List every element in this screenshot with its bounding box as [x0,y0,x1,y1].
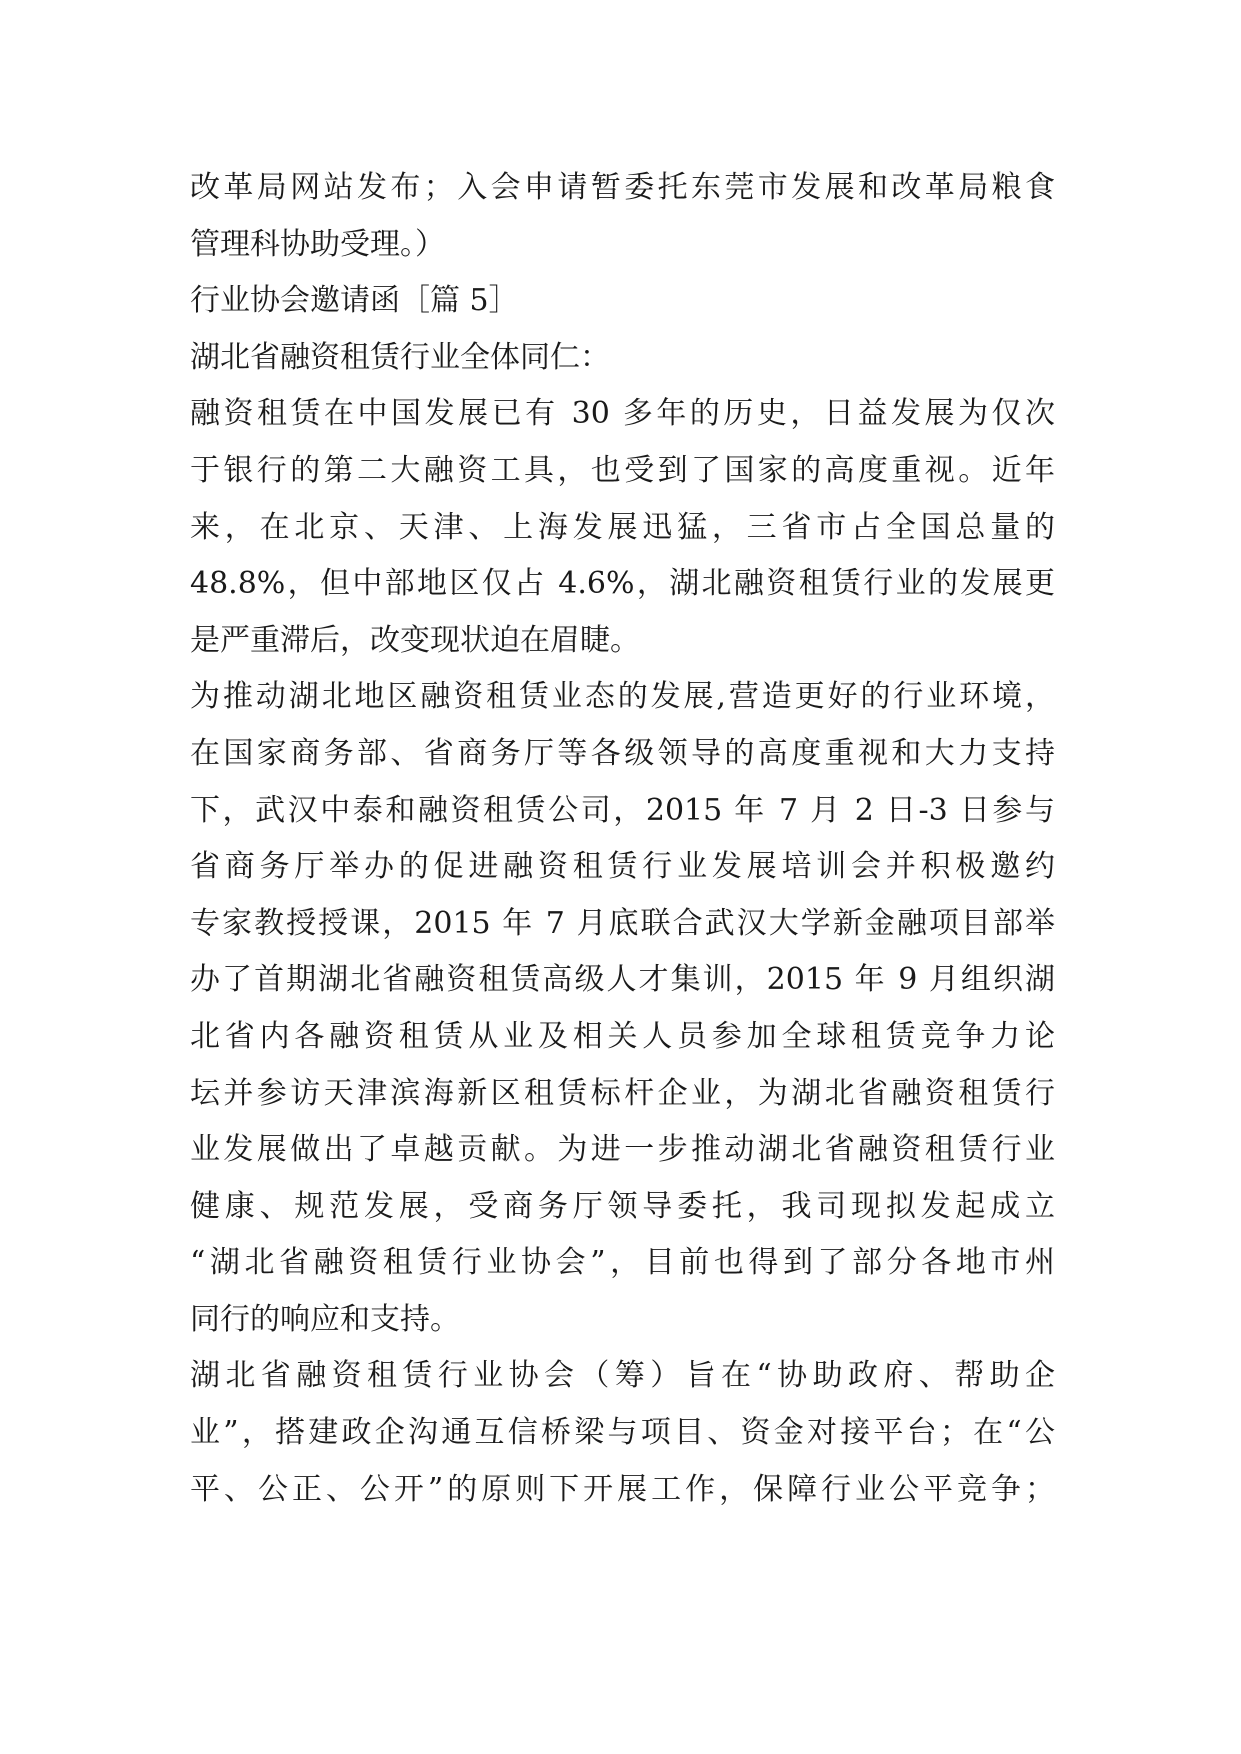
text-line: 平、公正、公开”的原则下开展工作，保障行业公平竞争； [190,1471,1055,1507]
text-line: “湖北省融资租赁行业协会”，目前也得到了部分各地市州 [190,1245,1055,1281]
text-line: 省商务厅举办的促进融资租赁行业发展培训会并积极邀约 [190,849,1055,885]
text-line: 健康、规范发展，受商务厅领导委托，我司现拟发起成立 [190,1188,1055,1224]
salutation: 湖北省融资租赁行业全体同仁： [190,339,610,375]
text-line: 业”，搭建政企沟通互信桥梁与项目、资金对接平台；在“公 [190,1415,1055,1451]
document-body [190,160,1055,1518]
text-line: 为推动湖北地区融资租赁业态的发展,营造更好的行业环境， [190,679,1055,715]
text-line: 下，武汉中泰和融资租赁公司，2015 年 7 月 2 日-3 日参与 [190,792,1055,828]
text-line: 坛并参访天津滨海新区租赁标杆企业，为湖北省融资租赁行 [190,1075,1055,1111]
text-line: 48.8%，但中部地区仅占 4.6%，湖北融资租赁行业的发展更 [190,566,1055,602]
text-line: 同行的响应和支持。 [190,1301,460,1337]
section-heading: 行业协会邀请函［篇 5］ [190,283,519,319]
text-line: 改革局网站发布；入会申请暂委托东莞市发展和改革局粮食 [190,170,1055,205]
text-line: 办了首期湖北省融资租赁高级人才集训，2015 年 9 月组织湖 [190,962,1055,998]
text-line: 是严重滞后，改变现状迫在眉睫。 [190,622,640,658]
text-line: 来，在北京、天津、上海发展迅猛，三省市占全国总量的 [190,509,1055,545]
text-line: 湖北省融资租赁行业协会（筹）旨在“协助政府、帮助企 [190,1358,1055,1394]
text-line: 管理科协助受理。） [190,226,445,262]
text-line: 北省内各融资租赁从业及相关人员参加全球租赁竞争力论 [190,1018,1055,1054]
text-line: 在国家商务部、省商务厅等各级领导的高度重视和大力支持 [190,735,1055,771]
text-line: 业发展做出了卓越贡献。为进一步推动湖北省融资租赁行业 [190,1132,1055,1168]
text-line: 于银行的第二大融资工具，也受到了国家的高度重视。近年 [190,452,1055,488]
text-line: 融资租赁在中国发展已有 30 多年的历史，日益发展为仅次 [190,396,1055,432]
text-line: 专家教授授课，2015 年 7 月底联合武汉大学新金融项目部举 [190,905,1055,941]
